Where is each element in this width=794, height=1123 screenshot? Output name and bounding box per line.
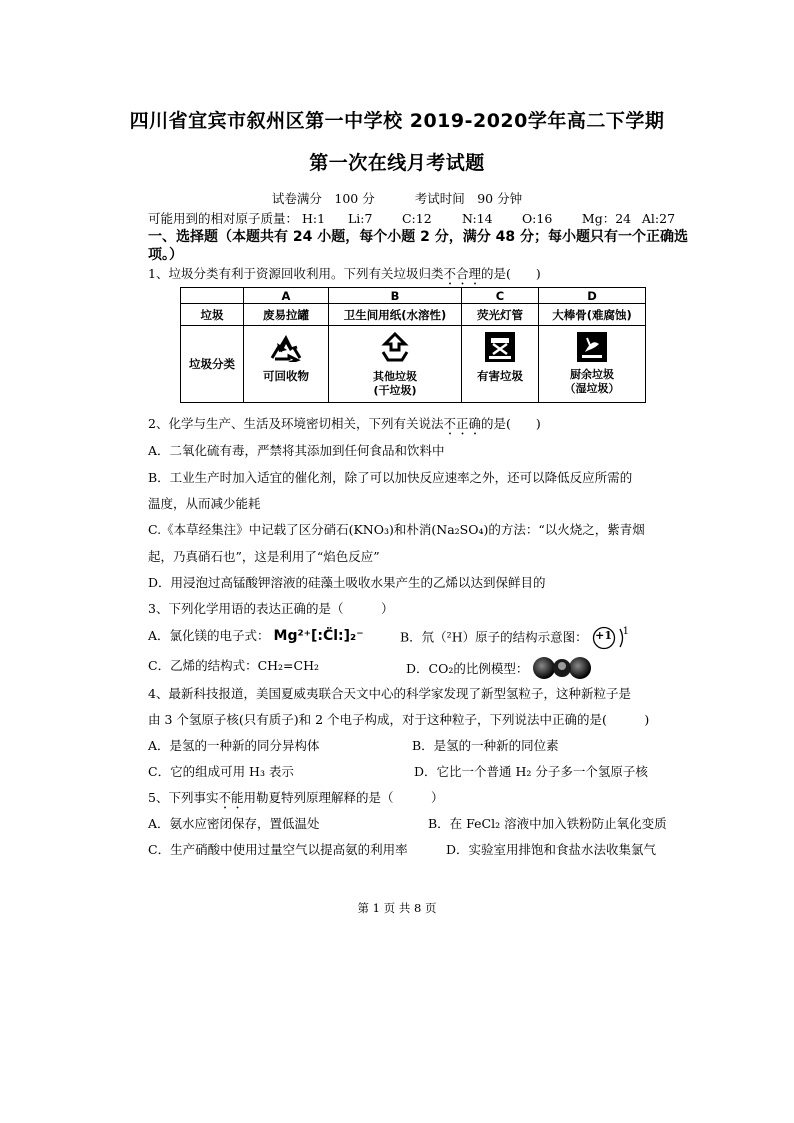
other-waste-icon xyxy=(329,332,461,367)
col-c: C xyxy=(462,288,539,304)
full-score: 试卷满分 100 分 xyxy=(271,191,375,206)
shell-electron-count: 1 xyxy=(622,626,629,637)
atomic-masses-label: 可能用到的相对原子质量： xyxy=(148,211,299,226)
q2-stem: 2、化学与生产、生活及环境密切相关，下列有关说法不正确的是( ) xyxy=(148,416,541,431)
q2-option-c-line2: 起，乃真硝石也”，这是利用了“焰色反应” xyxy=(148,549,380,564)
co2-space-filling-model xyxy=(532,656,592,683)
page-number: 第 1 页 共 8 页 xyxy=(357,901,437,915)
atomic-mass-al: Al:27 xyxy=(641,211,676,226)
q2-option-c-line1: C.《本草经集注》中记载了区分硝石(KNO₃)和朴消(Na₂SO₄)的方法：“以火烧之，紫青烟 xyxy=(148,522,645,537)
q3-option-a-label: A．氯化镁的电子式： xyxy=(148,628,270,643)
q4-stem-line2: 由 3 个氢原子核(只有质子)和 2 个电子构成，对于这种粒子，下列说法中正确的是( ) xyxy=(148,712,650,727)
q4-row-ab xyxy=(148,736,688,754)
q3-row-ab xyxy=(148,626,688,644)
q5-emphasis: 不能 xyxy=(218,790,244,805)
q4-option-d: D．它比一个普通 H₂ 分子多一个氢原子核 xyxy=(414,764,648,779)
q4-row-cd xyxy=(148,762,688,780)
q2-option-b-line1: B．工业生产时加入适宜的催化剂，除了可以加快反应速率之外，还可以降低反应所需的 xyxy=(148,470,633,485)
q1-emphasis: 不合理 xyxy=(443,266,481,281)
exam-title-line2: 第一次在线月考试题 xyxy=(309,152,485,174)
hazardous-waste-icon xyxy=(462,332,538,365)
q2-option-a: A．二氧化硫有毒，严禁将其添加到任何食品和饮料中 xyxy=(148,443,445,458)
q5-option-d: D．实验室用排饱和食盐水法收集氯气 xyxy=(446,842,657,857)
exam-title-line1: 四川省宜宾市叙州区第一中学校 2019-2020学年高二下学期 xyxy=(129,110,665,132)
q2-option-b-line2: 温度，从而减少能耗 xyxy=(148,496,261,511)
kitchen-waste-icon xyxy=(539,332,645,365)
table-row: 垃圾 废易拉罐 卫生间用纸(水溶性) 荧光灯管 大棒骨(难腐蚀) xyxy=(181,304,646,326)
atomic-mass-n: N:14 xyxy=(461,211,493,226)
q5-option-a: A．氨水应密闭保存，置低温处 xyxy=(148,816,320,831)
q3-option-b-label: B．氘（²H）原子的结构示意图： xyxy=(400,629,588,645)
mgcl2-electron-formula: Mg²⁺[:C̈l:]₂⁻ xyxy=(273,628,364,644)
q4-stem-line1: 4、最新科技报道，美国夏威夷联合天文中心的科学家发现了新型氢粒子，这种新粒子是 xyxy=(148,686,631,701)
atomic-masses xyxy=(148,209,688,227)
exam-info xyxy=(0,189,794,207)
table-header-row xyxy=(181,288,646,304)
q3-option-c: C．乙烯的结构式：CH₂=CH₂ xyxy=(148,658,319,673)
q5-stem: 5、下列事实不能用勒夏特列原理解释的是（ ） xyxy=(148,790,444,805)
q5-option-b: B．在 FeCl₂ 溶液中加入铁粉防止氧化变质 xyxy=(428,816,667,831)
q4-option-c: C．它的组成可用 H₃ 表示 xyxy=(148,764,294,779)
q3-stem: 3、下列化学用语的表达正确的是（ ） xyxy=(148,601,394,616)
col-b: B xyxy=(329,288,462,304)
row-label-category: 垃圾分类 xyxy=(181,326,244,403)
col-d: D xyxy=(539,288,646,304)
col-a: A xyxy=(244,288,329,304)
atomic-mass-li: Li:7 xyxy=(347,211,373,226)
atomic-mass-h: H:1 xyxy=(302,211,326,226)
q5-row-ab xyxy=(148,814,688,832)
q3-row-cd xyxy=(148,656,688,674)
atomic-mass-c: C:12 xyxy=(401,211,432,226)
q4-option-a: A．是氢的一种新的同分异构体 xyxy=(148,738,320,753)
q3-option-d-label: D．CO₂的比例模型： xyxy=(406,661,529,676)
deuterium-structure-diagram xyxy=(592,626,632,650)
atomic-mass-mg: Mg：24 xyxy=(581,211,632,226)
exam-time: 考试时间 90 分钟 xyxy=(414,191,523,206)
row-label-trash: 垃圾 xyxy=(181,304,244,326)
q4-option-b: B．是氢的一种新的同位素 xyxy=(412,738,559,753)
q2-option-d: D．用浸泡过高锰酸钾溶液的硅藻土吸收水果产生的乙烯以达到保鲜目的 xyxy=(148,575,546,590)
q5-option-c: C．生产硝酸中使用过量空气以提高氨的利用率 xyxy=(148,842,408,857)
recycle-icon xyxy=(244,332,328,365)
section-heading: 一、选择题（本题共有 24 小题，每个小题 2 分，满分 48 分；每小题只有一个正确选项。） xyxy=(148,229,688,263)
atomic-mass-o: O:16 xyxy=(521,211,553,226)
q1-stem: 1、垃圾分类有利于资源回收利用。下列有关垃圾归类不合理的是( ) xyxy=(148,266,541,281)
q2-emphasis: 不正确 xyxy=(443,416,481,431)
nucleus-charge: +1 xyxy=(595,629,613,642)
q5-row-cd xyxy=(148,840,688,858)
table-row: 垃圾分类 可回收物 其他垃圾 (干垃圾) 有害垃圾 厨余垃圾 （湿垃圾） xyxy=(181,326,646,403)
q1-trash-table xyxy=(180,287,646,403)
